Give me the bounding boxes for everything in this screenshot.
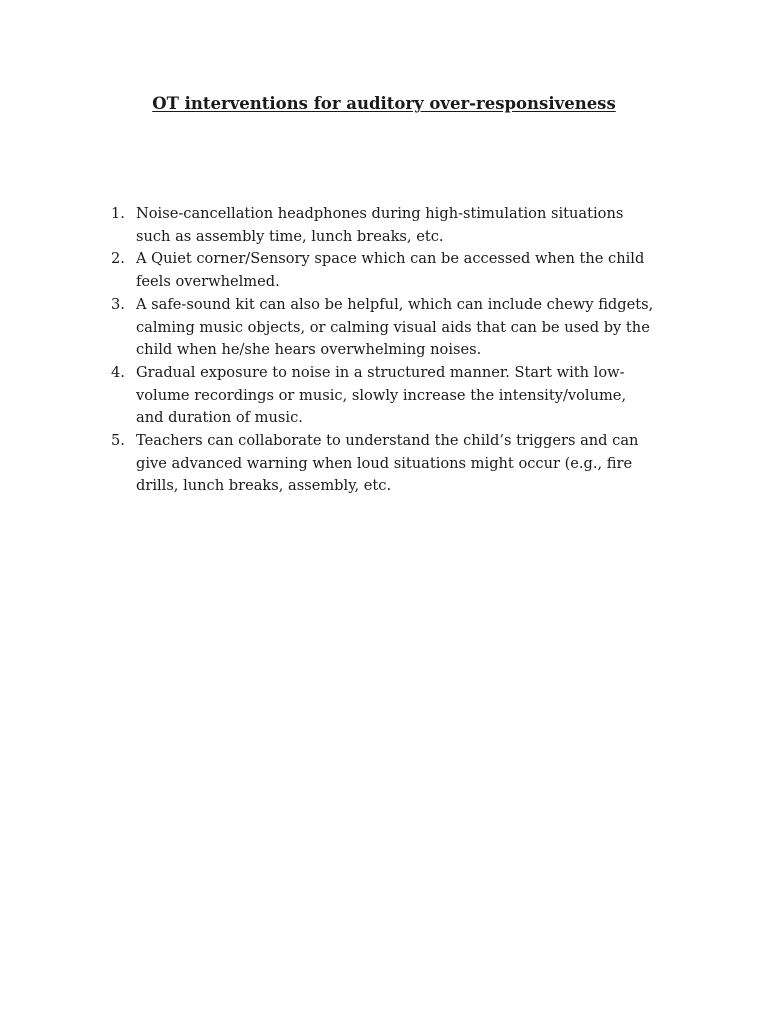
- list-item-number: 3.: [111, 295, 125, 313]
- list-item-text: A Quiet corner/Sensory space which can be accessed when the child feels overwhelmed.: [136, 250, 645, 291]
- document-title: OT interventions for auditory over-responsiveness: [152, 94, 616, 113]
- list-item: [111, 248, 656, 293]
- list-item: [111, 294, 656, 362]
- list-item-number: 1.: [111, 205, 125, 222]
- list-item: [111, 430, 656, 498]
- list-item: [111, 362, 656, 430]
- list-item-text: Noise-cancellation headphones during high-stimulation situations such as assembly time, lunch breaks, etc.: [136, 205, 624, 245]
- list-item-number: 2.: [111, 250, 125, 268]
- list-item-text: Gradual exposure to noise in a structured manner. Start with low-volume recordings or music, slowly increase the intensity/volume, and duration of music.: [136, 363, 627, 427]
- list-item-text: A safe-sound kit can also be helpful, which can include chewy fidgets, calming music objects, or calming visual aids that can be used by the child when he/she hears overwhelming noises.: [136, 295, 654, 359]
- list-item-number: 4.: [111, 363, 125, 381]
- list-item-number: 5.: [111, 432, 125, 450]
- interventions-list: [111, 203, 656, 498]
- list-item-text: Teachers can collaborate to understand the child’s triggers and can give advanced warning when loud situations might occur (e.g., fire drills, lunch breaks, assembly, etc.: [136, 432, 639, 495]
- list-item: [111, 203, 656, 248]
